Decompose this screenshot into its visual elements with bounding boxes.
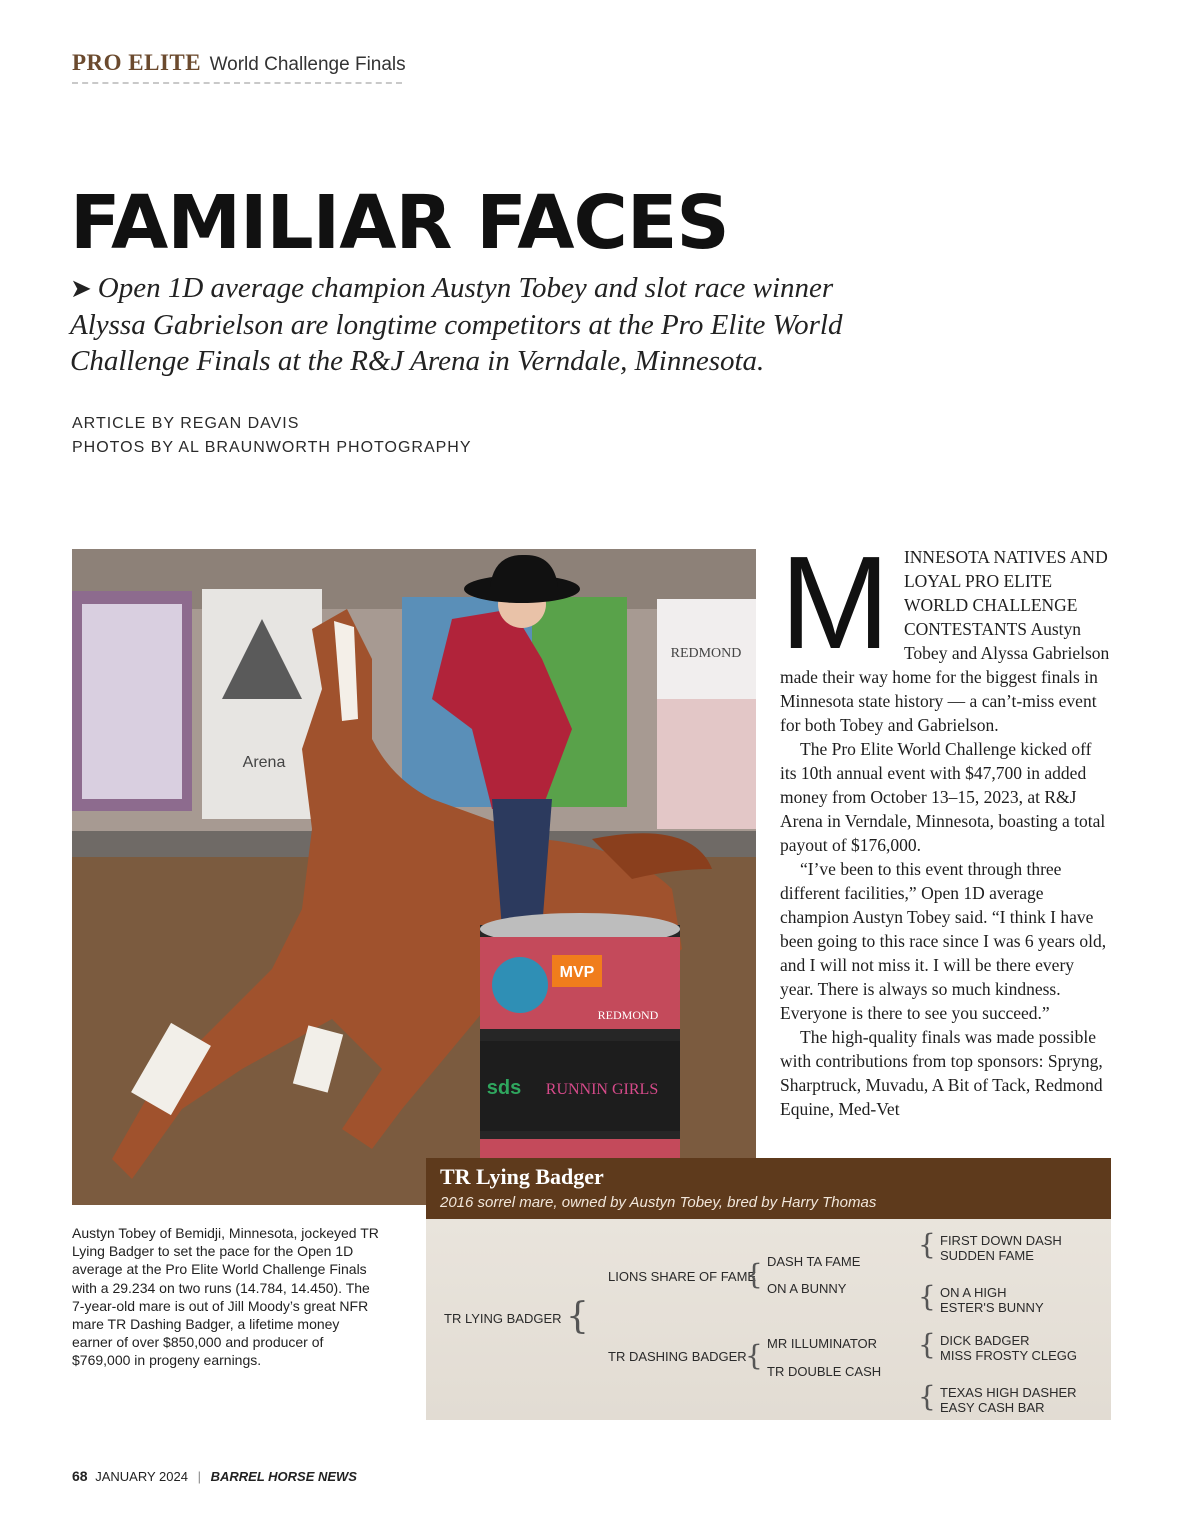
photo-caption: Austyn Tobey of Bemidji, Minnesota, jockeyed TR Lying Badger to set the pace for the Open 1D average at the Pro Elite World Challenge Finals with a 29.234 on two runs (14.784, 14.450). The 7-year-old mare is out of Jill Moody’s great NFR mare TR Dashing Badger, a lifetime money earner of over $850,000 and producer of $769,000 in progeny earnings. [72,1225,379,1369]
brace-icon: { [745,1339,763,1372]
pedigree-g3: ESTER'S BUNNY [940,1300,1044,1315]
headline: FAMILIAR FACES [70,180,729,266]
banner-redmond-text: REDMOND [670,646,742,661]
barrel-race-photo [72,549,756,1205]
deck [70,270,910,379]
footer-separator: | [197,1469,201,1484]
section-tag [72,50,406,84]
brace-icon: { [918,1328,936,1361]
rider-jeans [492,799,552,929]
arrow-icon: ➤ [70,274,92,303]
brace-icon: { [918,1380,936,1413]
pedigree-box [426,1158,1111,1420]
issue-date: JANUARY 2024 [95,1469,188,1484]
brace-icon: { [745,1258,763,1291]
barrel-mvp-text: MVP [559,964,595,981]
page-number: 68 [72,1468,88,1484]
pedigree-sire-dam: ON A BUNNY [767,1281,847,1296]
pedigree-sire: LIONS SHARE OF FAME [608,1269,757,1284]
banner-arena-text: Arena [242,754,286,771]
pedigree-description: 2016 sorrel mare, owned by Austyn Tobey, bred by Harry Thomas [440,1194,877,1211]
barrel-redmond-text: REDMOND [597,1008,659,1022]
barrel-sds-text: sds [486,1077,522,1099]
banner-purple-inner [82,604,182,799]
drop-cap: M [780,529,890,676]
pedigree-g3: FIRST DOWN DASH [940,1233,1062,1248]
paragraph-1 [780,529,1110,737]
pedigree-g3: SUDDEN FAME [940,1248,1034,1263]
paragraph-4: The high-quality finals was made possible with contributions from top sponsors: Spryng, Sharptruck, Muvadu, A Bit of Tack, Redmond Equine, Med-Vet [780,1027,1103,1119]
main-photo [72,549,756,1205]
pedigree-sire-sire: DASH TA FAME [767,1254,861,1269]
brace-icon: { [918,1228,936,1261]
deck-text: Open 1D average champion Austyn Tobey and slot race winner Alyssa Gabrielson are longtime competitors at the Pro Elite World Challenge Finals at the R&J Arena in Verndale, Minnesota. [70,272,843,377]
photo-credit: PHOTOS BY AL BRAUNWORTH PHOTOGRAPHY [72,439,472,456]
pedigree-title: TR Lying Badger [440,1164,604,1189]
brace-icon: { [918,1280,936,1313]
pedigree-g3: DICK BADGER [940,1333,1030,1348]
banner-pink [657,699,756,829]
brace-icon: { [566,1296,589,1337]
article-credit: ARTICLE BY REGAN DAVIS [72,415,300,432]
pedigree-dam: TR DASHING BADGER [608,1349,747,1364]
pedigree-g3: EASY CASH BAR [940,1400,1045,1415]
pedigree-g3: TEXAS HIGH DASHER [940,1385,1077,1400]
pedigree-dam-sire: MR ILLUMINATOR [767,1336,878,1351]
section-subtitle: World Challenge Finals [209,54,406,75]
article-body [780,529,1110,1121]
pedigree-header [426,1158,1111,1219]
pedigree-g3: ON A HIGH [940,1285,1007,1300]
barrel-runnin-text: RUNNIN GIRLS [545,1081,659,1098]
section-brand: PRO ELITE [72,50,202,75]
lead-in: INNESOTA NATIVES AND LOYAL PRO ELITE WORLD CHALLENGE CONTESTANTS [903,547,1108,639]
pedigree-g3: MISS FROSTY CLEGG [940,1348,1078,1363]
paragraph-1-text: Austyn Tobey and Alyssa Gabrielson made their way home for the biggest finals in Minnesota state history — a can’t-miss event for both Tobey and Gabrielson. [780,619,1110,735]
credits [72,412,472,460]
paragraph-2: The Pro Elite World Challenge kicked off its 10th annual event with $47,700 in added money from October 13–15, 2023, at R&J Arena in Verndale, Minnesota, boasting a total payout of $176,000. [780,739,1106,855]
pedigree-chart [426,1219,1111,1420]
paragraph-3: “I’ve been to this event through three different facilities,” Open 1D average champion Austyn Tobey said. “I think I have been going to this race since I was 6 years old, and I will not miss it. I will be there every year. There is always so much kindness. Everyone is there to see you succeed.” [780,859,1107,1023]
barrel-logo-circle [492,957,548,1013]
pedigree-dam-dam: TR DOUBLE CASH [767,1364,882,1379]
page-footer [72,1468,357,1484]
pedigree-horse: TR LYING BADGER [444,1311,562,1326]
magazine-name: BARREL HORSE NEWS [210,1469,357,1484]
